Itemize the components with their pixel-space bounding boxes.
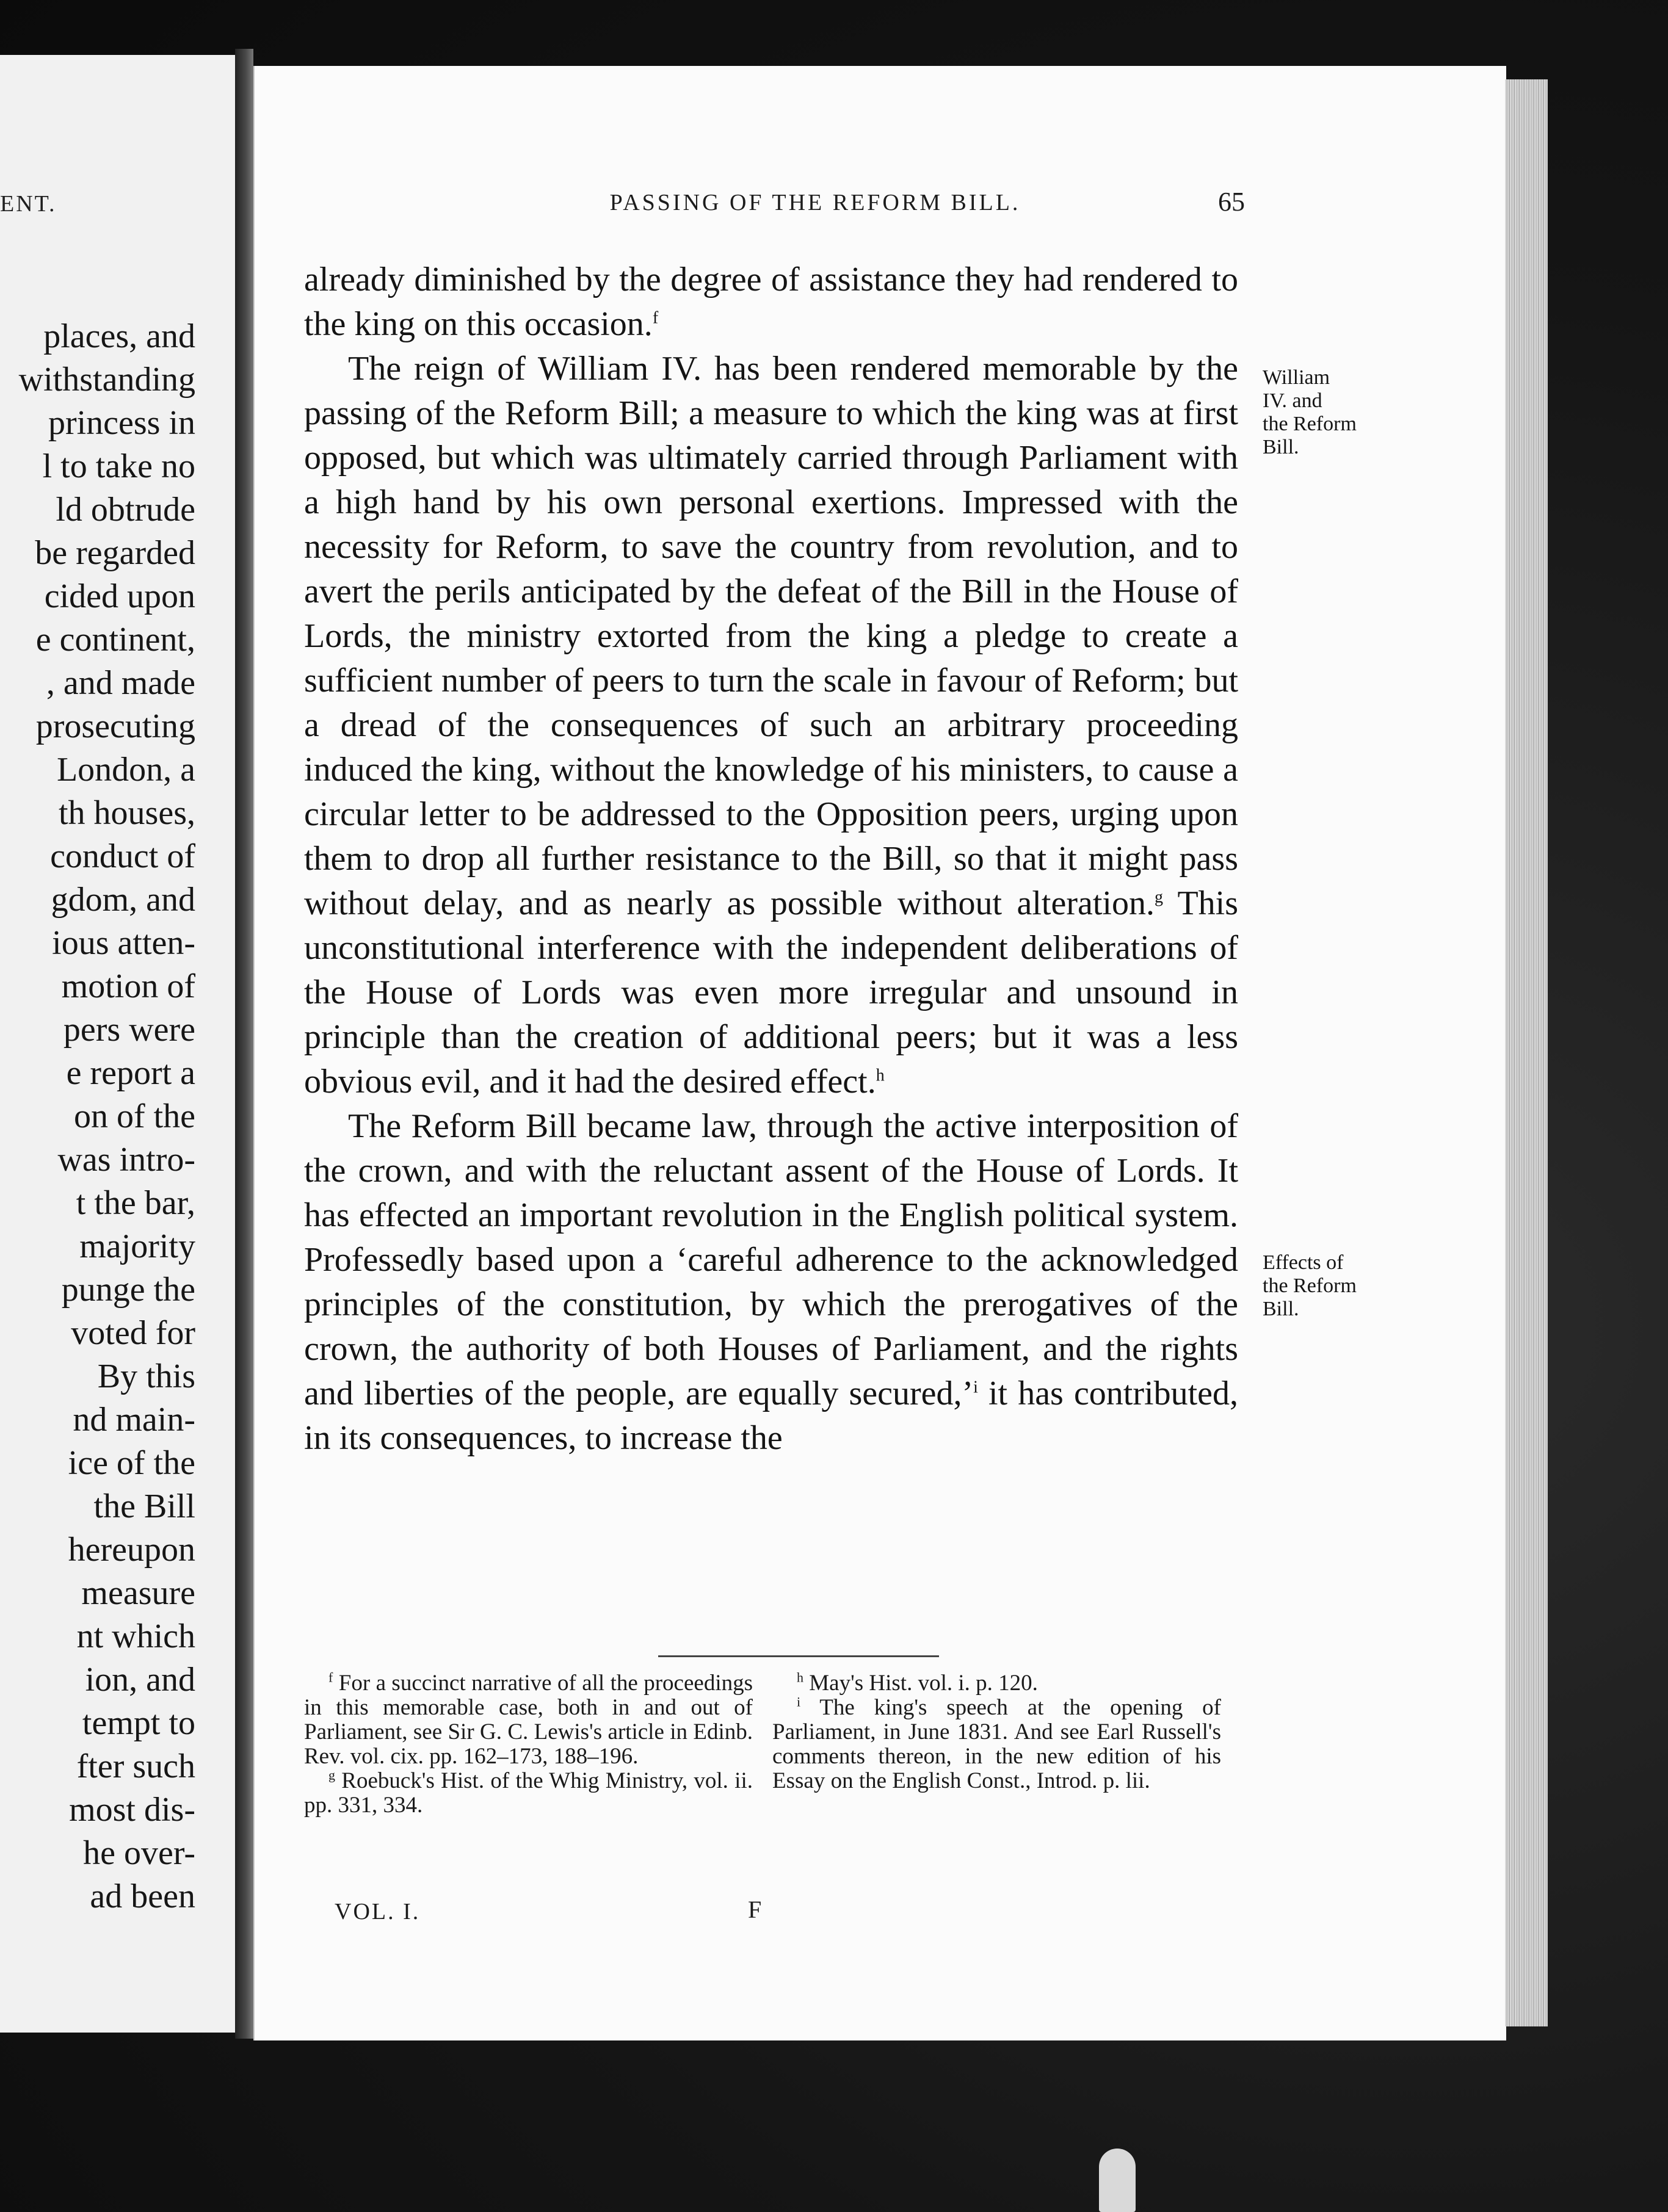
footnote-ref: f — [652, 308, 659, 328]
marginal-note-william-iv — [1263, 366, 1397, 459]
left-line: ad been — [90, 1878, 195, 1915]
footnotes-right — [772, 1671, 1221, 1793]
footnote-text: May's Hist. vol. i. p. 120. — [803, 1671, 1038, 1696]
left-line: withstanding — [18, 361, 195, 399]
left-page — [0, 55, 237, 2033]
paragraph — [304, 1104, 1238, 1461]
left-line: t the bar, — [76, 1184, 195, 1222]
page-clip — [1099, 2149, 1136, 2212]
footnote — [772, 1696, 1221, 1793]
left-line: princess in — [48, 404, 195, 442]
marginal-line: William — [1263, 366, 1330, 389]
left-line: London, a — [56, 751, 195, 789]
left-line: e report a — [66, 1054, 195, 1092]
left-line: most dis- — [69, 1791, 195, 1829]
left-line: ld obtrude — [56, 491, 195, 529]
paragraph-text: The reign of William IV. has been rendered memorable by the passing of the Reform Bill; a measure to which the king was at first opposed, but which was ultimately carried through Parliament with a high hand by his own personal exertions. Impressed with the necessity for Reform, to save the country from revolution, and to avert the perils anticipated by the defeat of the Bill in the House of Lords, the ministry extorted from the king a pledge to create a sufficient number of peers to turn the scale in favour of Reform; but a dread of the consequences of such an arbitrary proceeding induced the king, without the knowledge of his ministers, to cause a circular letter to be addressed to the Opposition peers, urging upon them to drop all further resistance to the Bill, so that it might pass without delay, and as nearly as possible without alteration. — [304, 350, 1238, 922]
left-line: , and made — [46, 664, 195, 702]
marginal-line: Bill. — [1263, 436, 1299, 458]
left-line: motion of — [61, 967, 195, 1005]
marginal-line: IV. and — [1263, 389, 1322, 412]
left-line: ice of the — [68, 1444, 195, 1482]
footnote-text: Roebuck's Hist. of the Whig Ministry, vol. ii. pp. 331, 334. — [304, 1768, 753, 1818]
left-line: th houses, — [59, 794, 195, 832]
left-line: By this — [97, 1357, 195, 1395]
footnote-mark: g — [328, 1767, 335, 1783]
footnote-mark: i — [797, 1694, 801, 1710]
paragraph-text: it has contributed, in its consequences, to increase the — [304, 1375, 1238, 1457]
left-line: cided upon — [44, 577, 195, 615]
left-line: tempt to — [82, 1704, 195, 1742]
footnotes-left — [304, 1671, 753, 1818]
volume-signature: VOL. I. — [335, 1899, 421, 1925]
paragraph — [304, 347, 1238, 1104]
left-line: ious atten- — [52, 924, 195, 962]
left-running-head: ENT. — [0, 191, 57, 217]
book-gutter — [235, 49, 253, 2039]
left-line: l to take no — [42, 447, 195, 485]
paragraph-text: The Reform Bill became law, through the active interposition of the crown, and with the reluctant assent of the House of Lords. It has effected an important revolution in the English political system. Professedly based upon a ‘careful adherence to the acknowledged principles of the constitution, by which the prerogatives of the crown, the authority of both Houses of Parliament, and the rights and liberties of the people, are equally secured,’ — [304, 1107, 1238, 1412]
footnote-ref: g — [1154, 887, 1163, 907]
left-line: conduct of — [50, 837, 195, 875]
left-line: e continent, — [35, 621, 195, 659]
footnote-ref: h — [876, 1066, 885, 1085]
left-line: voted for — [71, 1314, 195, 1352]
left-line: be regarded — [35, 534, 195, 572]
left-line: gdom, and — [51, 881, 195, 919]
left-line: prosecuting — [35, 707, 195, 745]
gathering-mark: F — [748, 1896, 762, 1923]
marginal-line: the Reform — [1263, 413, 1357, 435]
left-line: nd main- — [73, 1401, 195, 1439]
paragraph — [304, 258, 1238, 347]
marginal-line: the Reform — [1263, 1274, 1357, 1297]
left-line: he over- — [83, 1834, 195, 1872]
left-line: punge the — [61, 1271, 195, 1309]
body-text — [304, 258, 1238, 1461]
footnote — [304, 1671, 753, 1769]
footnote-mark: h — [797, 1669, 803, 1685]
left-line: ion, and — [85, 1661, 195, 1699]
marginal-line: Effects of — [1263, 1251, 1344, 1274]
paragraph-text: This unconstitutional interference with the independent deliberations of the House of Lords was even more irregular and unsound in principle than the creation of additional peers; but it was a less obvious evil, and it had the desired effect. — [304, 884, 1238, 1101]
left-line: was intro- — [57, 1141, 195, 1179]
footnote-mark: f — [328, 1669, 333, 1685]
left-line: pers were — [63, 1011, 195, 1049]
footnote-ref: i — [973, 1378, 978, 1397]
left-line: nt which — [76, 1617, 195, 1655]
page-edges — [1505, 79, 1548, 2026]
left-line: majority — [79, 1227, 195, 1265]
footnote-rule — [658, 1655, 939, 1657]
left-line: measure — [81, 1574, 195, 1612]
footnote-text: The king's speech at the opening of Parliament, in June 1831. And see Earl Russell's comments thereon, in the new edition of his Essay on the English Const., Introd. p. lii. — [772, 1695, 1221, 1793]
footnote-text: For a succinct narrative of all the proceedings in this memorable case, both in and out of Parliament, see Sir G. C. Lewis's article in Edinb. Rev. vol. cix. pp. 162–173, 188–196. — [304, 1671, 753, 1769]
running-head: PASSING OF THE REFORM BILL. — [609, 190, 1021, 215]
marginal-line: Bill. — [1263, 1298, 1299, 1320]
left-line: the Bill — [93, 1487, 195, 1525]
left-line: hereupon — [68, 1531, 195, 1569]
paragraph-text: already diminished by the degree of assistance they had rendered to the king on this occasion. — [304, 261, 1238, 343]
left-page-text — [0, 315, 195, 1918]
marginal-note-effects — [1263, 1251, 1397, 1321]
left-line: on of the — [73, 1097, 195, 1135]
footnote — [772, 1671, 1221, 1696]
footnote — [304, 1769, 753, 1818]
left-line: fter such — [76, 1748, 195, 1785]
page-number: 65 — [1218, 187, 1245, 217]
left-line: places, and — [43, 317, 195, 355]
